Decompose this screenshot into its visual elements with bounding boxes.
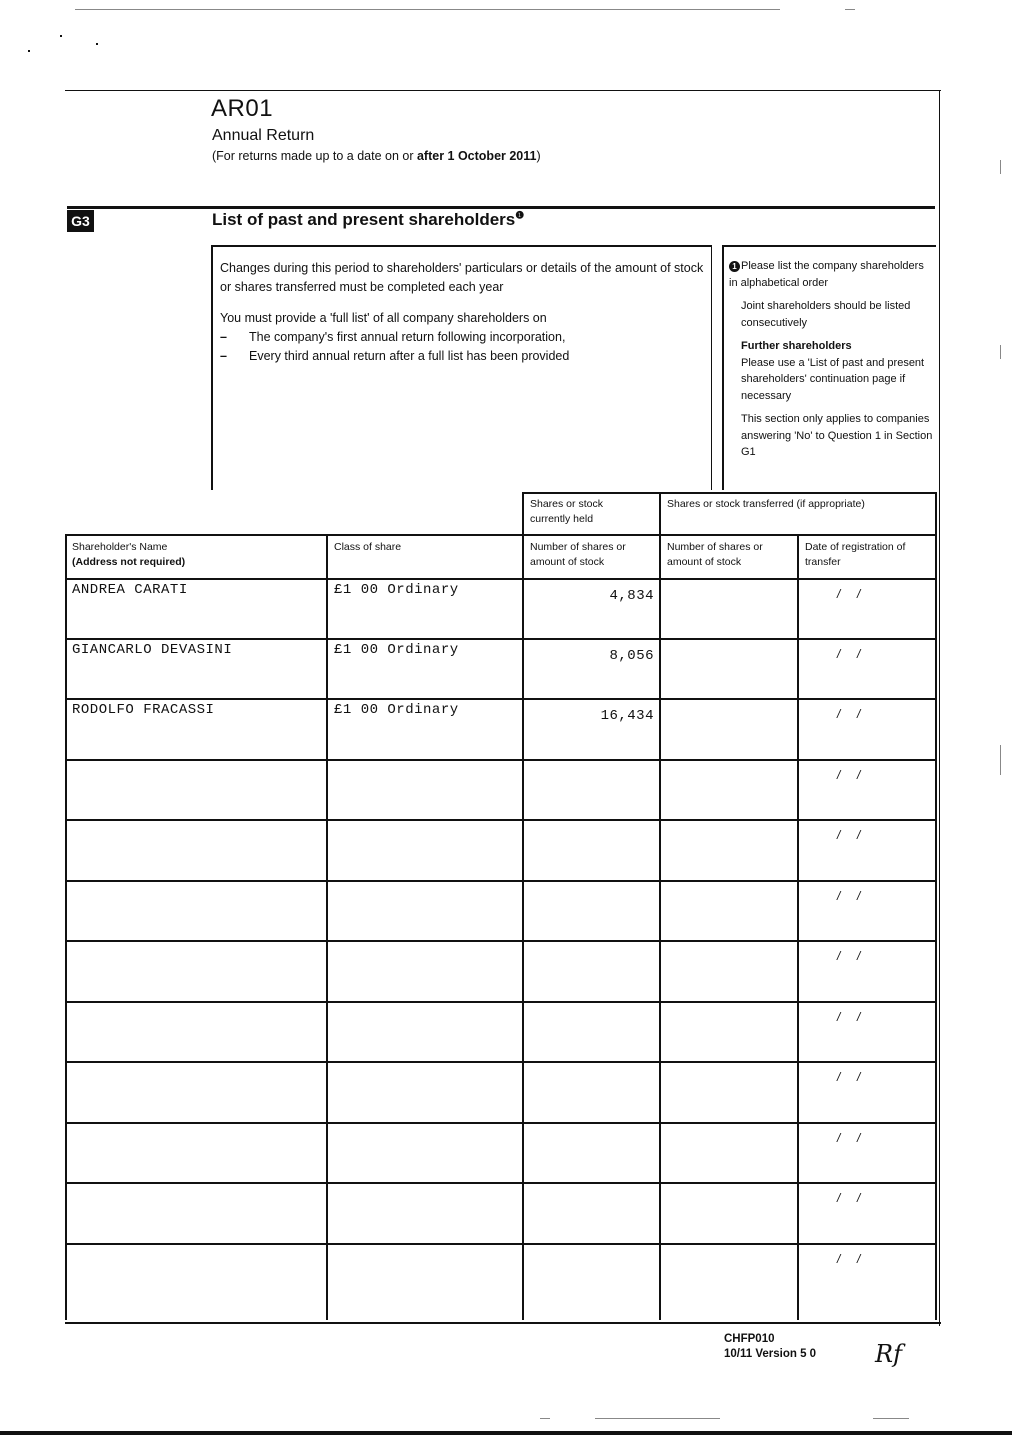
table-row-rule [65, 1001, 936, 1003]
group-header-divider [522, 492, 524, 534]
scan-margin-tick [1000, 160, 1001, 174]
shareholder-name-field[interactable]: GIANCARLO DEVASINI [72, 642, 233, 658]
column-header-top-rule [65, 534, 936, 536]
column-header-transferred-number: Number of shares or amount of stock [667, 541, 763, 568]
transfer-date-field[interactable]: / / [837, 1070, 861, 1084]
table-row-rule [65, 1182, 936, 1184]
handwritten-initials: Rf [875, 1340, 902, 1368]
table-row-rule [65, 759, 936, 761]
table-row-rule [65, 819, 936, 821]
note-2: Joint shareholders should be listed consecutively [741, 300, 911, 329]
column-header-transfer-date: Date of registration of transfer [805, 541, 906, 568]
scan-bottom-mark [540, 1418, 550, 1419]
table-col-rule [65, 534, 67, 1320]
scan-bottom-edge [0, 1431, 1012, 1435]
info-bullet: – Every third annual return after a full list has been provided [220, 349, 570, 363]
share-class-field[interactable]: £1 00 Ordinary [334, 642, 459, 658]
note-number-icon: 1 [729, 261, 740, 272]
scan-speck [96, 43, 98, 45]
table-row-rule [65, 1122, 936, 1124]
footer-form-reference: CHFP010 10/11 Version 5 0 [724, 1333, 817, 1360]
section-tag: G3 [67, 210, 94, 232]
note-4: This section only applies to companies answering 'No' to Question 1 in Section G1 [741, 413, 933, 458]
scan-margin-tick [1000, 745, 1001, 775]
transfer-date-field[interactable]: / / [837, 889, 861, 903]
transfer-date-field[interactable]: / / [837, 647, 861, 661]
shareholder-name-field[interactable]: RODOLFO FRACASSI [72, 702, 215, 718]
info-bullet: – The company's first annual return following incorporation, [220, 330, 566, 344]
transfer-date-field[interactable]: / / [837, 768, 861, 782]
table-row-rule [65, 880, 936, 882]
table-row-rule [65, 578, 936, 580]
transfer-date-field[interactable]: / / [837, 828, 861, 842]
section-title: List of past and present shareholders$^❶$ [212, 210, 525, 229]
form-subtitle: (For returns made up to a date on or after 1 October 2011) [212, 149, 541, 163]
table-row-rule [65, 638, 936, 640]
table-row-rule [65, 698, 936, 700]
transfer-date-field[interactable]: / / [837, 1191, 861, 1205]
table-col-rule [659, 534, 661, 1320]
info-box [211, 245, 712, 490]
scan-bottom-mark [873, 1418, 909, 1419]
form-title: Annual Return [212, 127, 315, 144]
section-rule [67, 206, 935, 209]
table-col-rule [326, 534, 328, 1320]
shareholder-name-field[interactable]: ANDREA CARATI [72, 582, 188, 598]
scan-speck [60, 35, 62, 37]
transfer-date-field[interactable]: / / [837, 707, 861, 721]
info-paragraph-1: Changes during this period to shareholders' particulars or details of the amount of stock or shares transferred must be completed each year [220, 261, 704, 294]
transfer-date-field[interactable]: / / [837, 1010, 861, 1024]
note-1: 1 Please list the company shareholders in alphabetical order [729, 260, 924, 289]
guidance-note-box [722, 245, 936, 490]
table-col-rule [935, 534, 937, 1320]
group-header-divider [935, 492, 937, 534]
table-col-rule [522, 534, 524, 1320]
table-row-rule [65, 940, 936, 942]
share-class-field[interactable]: £1 00 Ordinary [334, 702, 459, 718]
table-row-rule [65, 1243, 936, 1245]
column-header-class: Class of share [334, 541, 402, 553]
group-header-top-rule [522, 492, 936, 494]
shares-held-field[interactable]: 4,834 [609, 588, 654, 604]
group-header-transferred: Shares or stock transferred (if appropriate) [667, 498, 865, 510]
scan-top-mark [845, 9, 855, 10]
transfer-date-field[interactable]: / / [837, 1252, 861, 1266]
transfer-date-field[interactable]: / / [837, 949, 861, 963]
frame-right-rule [939, 90, 940, 1326]
transfer-date-field[interactable]: / / [837, 1131, 861, 1145]
column-header-held-number: Number of shares or amount of stock [530, 541, 626, 568]
share-class-field[interactable]: £1 00 Ordinary [334, 582, 459, 598]
transfer-date-field[interactable]: / / [837, 587, 861, 601]
scan-bottom-mark [595, 1418, 720, 1419]
scan-speck [28, 50, 30, 52]
note-3: Further shareholders Please use a 'List of past and present shareholders' continuation page if necessary [741, 340, 925, 402]
group-header-divider [659, 492, 661, 534]
frame-top-rule [65, 90, 941, 91]
note-marker-icon: ❶ [515, 210, 525, 222]
scan-margin-tick [1000, 345, 1001, 359]
table-col-rule [797, 534, 799, 1320]
shares-held-field[interactable]: 8,056 [609, 648, 654, 664]
column-header-name: Shareholder's Name (Address not required) [72, 541, 186, 568]
shares-held-field[interactable]: 16,434 [600, 708, 654, 724]
group-header-currently-held: Shares or stock currently held [530, 498, 603, 525]
table-bottom-rule [65, 1322, 941, 1324]
form-code: AR01 [211, 95, 274, 122]
scan-top-line [75, 9, 780, 10]
info-paragraph-2: You must provide a 'full list' of all company shareholders on [220, 311, 547, 325]
table-row-rule [65, 1061, 936, 1063]
